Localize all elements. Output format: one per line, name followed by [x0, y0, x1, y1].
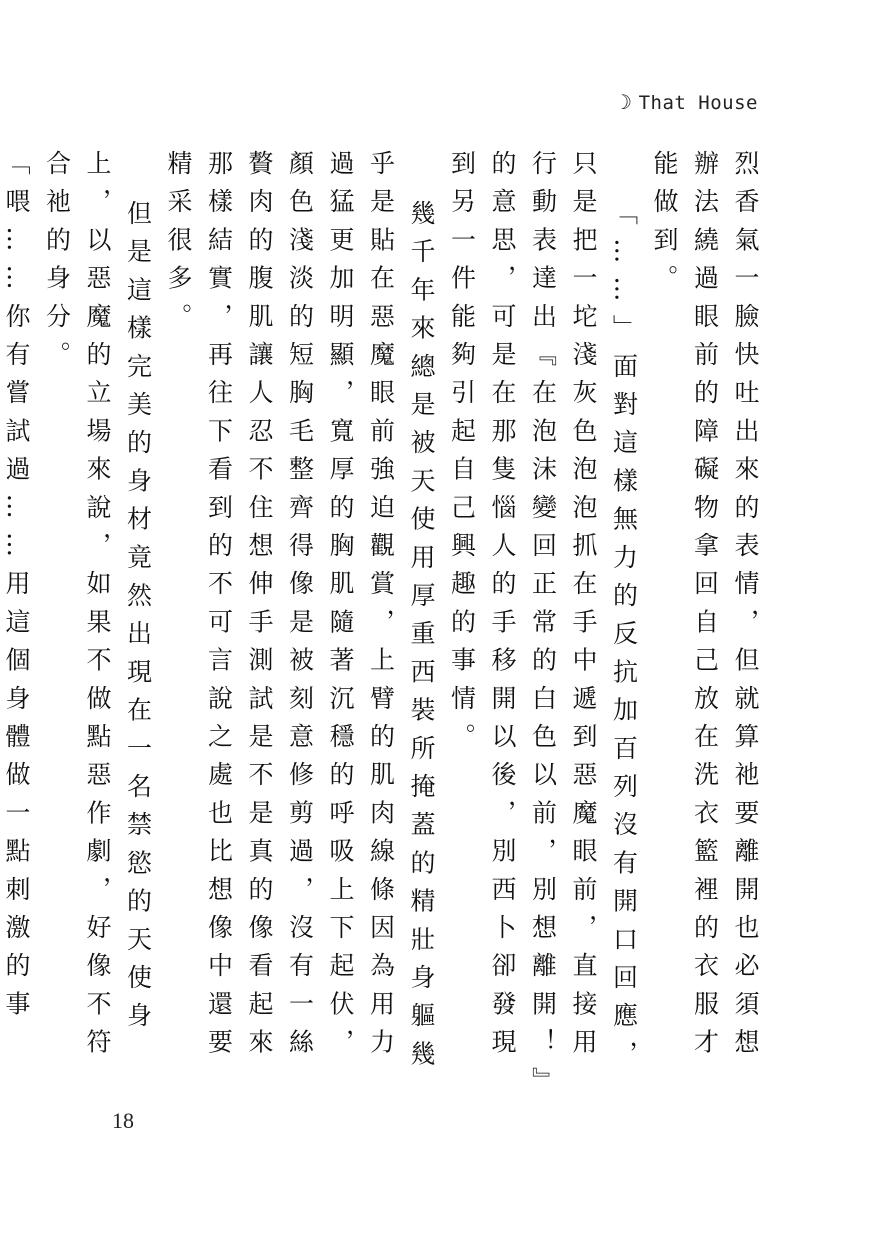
- paragraph-continuation: 烈香氣一臉快吐出來的表情，但就算祂要離開也必須想辦法繞過眼前的障礙物拿回自己放在洗衣籃裡的衣服才能做到。: [650, 150, 760, 1067]
- page-number: 18: [112, 1108, 134, 1133]
- paragraph: 「……」面對這樣無力的反抗加百列沒有開口回應，只是把一坨淺灰色泡泡抓在手中遞到惡魔眼前，直接用行動表達出『在泡沫變回正常的白色以前，別想離開！』的意思，可是在那隻惱人的手移開以後，別西卜卻發現到另一件能夠引起自己興趣的事情。: [447, 150, 639, 1093]
- running-header: [614, 90, 758, 114]
- dialogue-paragraph: 「喂……你有嘗試過……用這個身體做一點刺激的事: [2, 150, 31, 1029]
- paragraph: 幾千年來總是被天使用厚重西裝所掩蓋的精壯身軀幾乎是貼在惡魔眼前強迫觀賞，上臂的肌肉線條因為用力過猛更加明顯，寬厚的胸肌隨著沉穩的呼吸上下起伏，顏色淺淡的短胸毛整齊得像是被刻意修剪過，沒有一絲贅肉的腹肌讓人忍不住想伸手測試是不是真的像看起來那樣結實，再往下看到的不可言說之處也比想像中還要精采很多。: [164, 150, 436, 1079]
- paragraph: 但是這樣完美的身材竟然出現在一名禁慾的天使身上，以惡魔的立場來說，如果不做點惡作劇，好像不符合祂的身分。: [42, 150, 153, 1067]
- vertical-text-body: [2, 150, 765, 1100]
- book-title: That House: [638, 92, 758, 114]
- crescent-moon-icon: ☽: [614, 90, 633, 114]
